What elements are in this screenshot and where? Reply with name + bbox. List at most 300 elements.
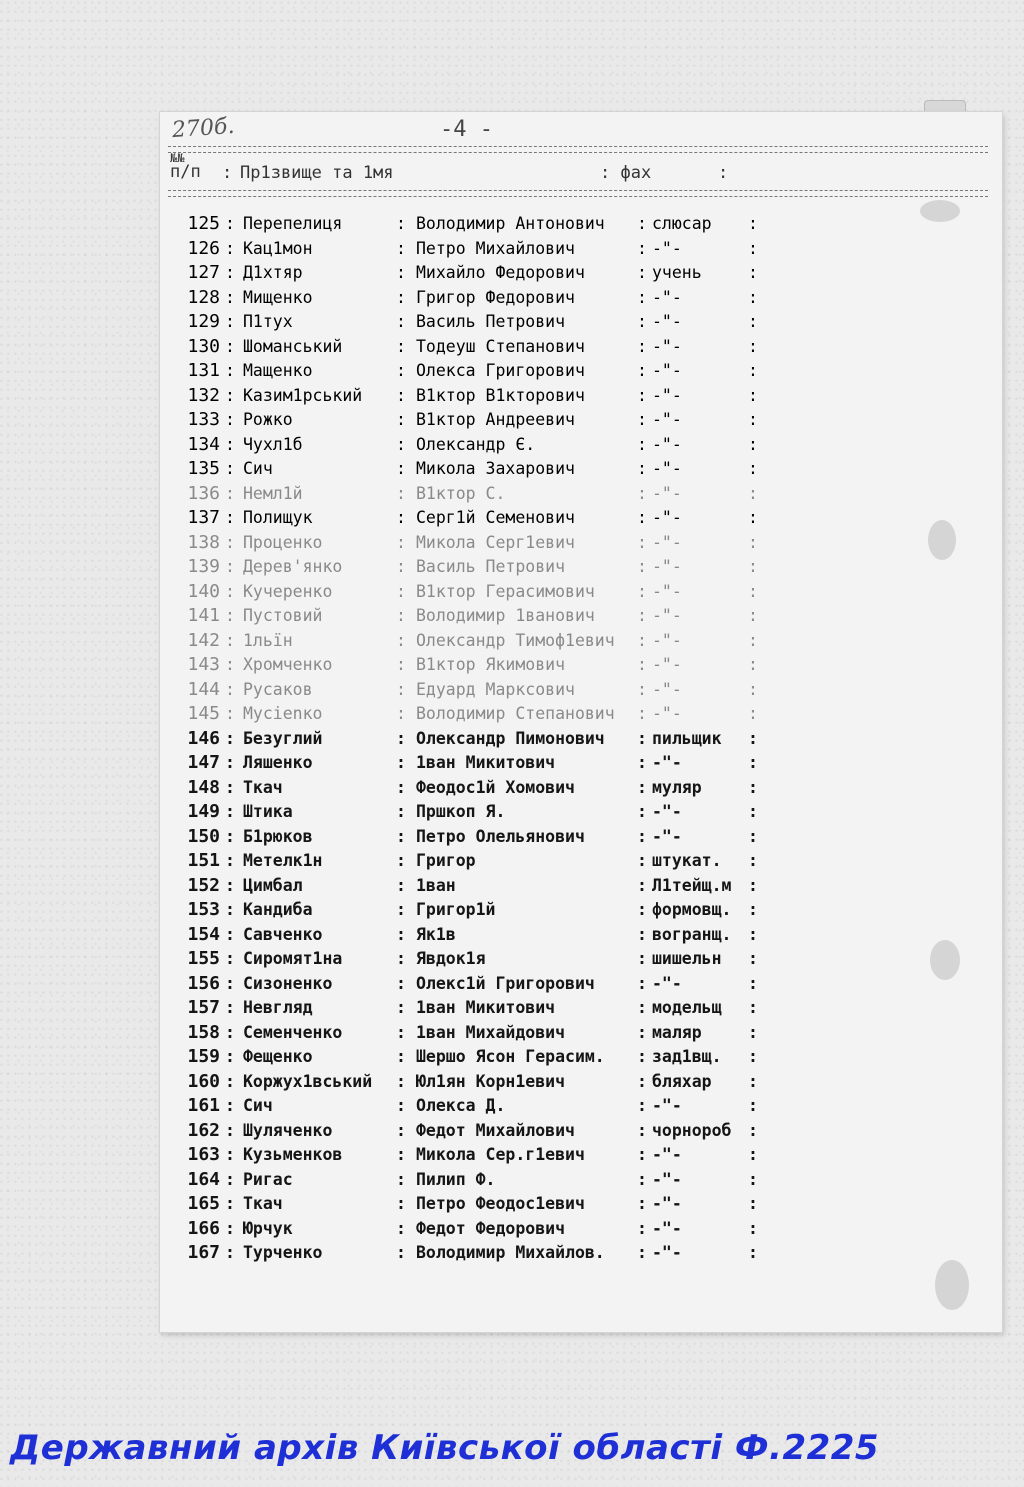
separator: : — [225, 581, 235, 601]
given-name: 1ван — [416, 875, 456, 895]
row-number: 143 — [187, 654, 220, 675]
surname: Сич — [243, 459, 273, 478]
row-number: 139 — [187, 556, 220, 577]
separator: : — [396, 1071, 406, 1091]
separator: : — [396, 655, 406, 674]
header-end-sep: : — [718, 163, 729, 183]
separator: : — [225, 1243, 235, 1262]
given-name: Тодеуш Степанович — [416, 336, 585, 356]
list-item — [168, 261, 768, 286]
separator: : — [225, 1145, 235, 1164]
surname: Штика — [243, 802, 293, 821]
surname: П1тух — [243, 312, 293, 331]
row-number: 160 — [187, 1070, 220, 1092]
separator: : — [748, 900, 758, 919]
trade: -"- — [652, 630, 682, 650]
separator: : — [225, 826, 235, 846]
archive-caption: Державний архів Київської області Ф.2225 — [10, 1428, 880, 1468]
separator: : — [396, 1047, 406, 1066]
trade: -"- — [652, 581, 682, 601]
list-item — [168, 629, 768, 654]
separator: : — [748, 949, 758, 968]
separator: : — [396, 826, 406, 846]
separator: : — [225, 1169, 235, 1189]
separator: : — [396, 214, 406, 233]
surname: Фещенко — [243, 1047, 313, 1066]
list-item — [168, 1021, 768, 1046]
separator: : — [748, 214, 758, 233]
row-number: 125 — [187, 213, 220, 234]
given-name: Федот Михайлович — [416, 1120, 575, 1140]
row-number: 159 — [187, 1046, 220, 1067]
row-number: 136 — [187, 482, 220, 504]
separator: : — [225, 557, 235, 576]
separator: : — [396, 508, 406, 527]
row-number: 130 — [187, 335, 220, 357]
surname: Д1хтяр — [243, 263, 303, 282]
given-name: Пршкоп Я. — [416, 802, 506, 821]
separator: : — [225, 704, 235, 723]
separator: : — [225, 973, 235, 993]
list-item — [168, 874, 768, 899]
given-name: Юл1ян Корн1евич — [416, 1071, 566, 1091]
separator: : — [748, 1218, 758, 1238]
separator: : — [748, 238, 758, 258]
separator: : — [396, 924, 406, 944]
surname: Ткач — [243, 777, 283, 797]
personnel-list — [168, 212, 768, 1266]
separator: : — [637, 875, 647, 895]
row-number: 128 — [187, 286, 220, 308]
trade: слюсар — [652, 214, 712, 233]
separator: : — [396, 532, 406, 552]
row-number: 144 — [187, 678, 220, 700]
given-name: Василь Петрович — [416, 557, 566, 576]
separator: : — [748, 973, 758, 993]
surname: Сизоненко — [243, 973, 333, 993]
separator: : — [748, 581, 758, 601]
separator: : — [637, 532, 647, 552]
surname: Рожко — [243, 410, 293, 429]
header-number-col: №№ п/п — [170, 151, 201, 182]
row-number: 131 — [187, 360, 220, 381]
row-number: 127 — [187, 262, 220, 283]
separator: : — [225, 900, 235, 919]
given-name: В1ктор Андреевич — [416, 410, 575, 429]
list-item — [168, 1094, 768, 1119]
separator: : — [225, 655, 235, 674]
list-item — [168, 580, 768, 605]
surname: Дерев'янко — [243, 557, 343, 576]
list-item — [168, 776, 768, 801]
surname: Мащенко — [243, 361, 313, 380]
list-item — [168, 1168, 768, 1193]
surname: Чухл1б — [243, 434, 303, 454]
separator: : — [748, 1169, 758, 1189]
separator: : — [225, 1047, 235, 1066]
separator: : — [225, 1022, 235, 1042]
trade: -"- — [652, 508, 682, 527]
separator: : — [225, 1194, 235, 1213]
given-name: Михайло Федорович — [416, 263, 585, 282]
separator: : — [396, 410, 406, 429]
separator: : — [748, 434, 758, 454]
separator: : — [396, 238, 406, 258]
trade: формовщ. — [652, 900, 732, 919]
trade: -"- — [652, 826, 682, 846]
given-name: Василь Петрович — [416, 312, 566, 331]
surname: Б1рюков — [243, 826, 313, 846]
separator: : — [637, 753, 647, 772]
row-number: 164 — [187, 1168, 220, 1190]
separator: : — [225, 875, 235, 895]
separator: : — [637, 630, 647, 650]
separator: : — [225, 1096, 235, 1115]
trade: муляр — [652, 777, 702, 797]
separator: : — [748, 1071, 758, 1091]
row-number: 157 — [187, 997, 220, 1018]
separator: : — [637, 1022, 647, 1042]
separator: : — [748, 557, 758, 576]
trade: пильщик — [652, 728, 722, 748]
separator: : — [396, 630, 406, 650]
trade: -"- — [652, 704, 682, 723]
trade: -"- — [652, 973, 682, 993]
trade: -"- — [652, 238, 682, 258]
row-number: 142 — [187, 629, 220, 651]
separator: : — [637, 949, 647, 968]
list-item — [168, 653, 768, 678]
given-name: Володимир Антонович — [416, 214, 605, 233]
given-name: Явдок1я — [416, 949, 486, 968]
given-name: Володимир 1ванович — [416, 606, 595, 625]
separator: : — [748, 263, 758, 282]
separator: : — [396, 1194, 406, 1213]
separator: : — [225, 777, 235, 797]
given-name: В1ктор Герасимович — [416, 581, 595, 601]
separator: : — [396, 704, 406, 723]
list-item — [168, 359, 768, 384]
separator: : — [225, 949, 235, 968]
surname: Семенченко — [243, 1022, 343, 1042]
separator: : — [225, 630, 235, 650]
trade: -"- — [652, 1169, 682, 1189]
separator: : — [748, 1194, 758, 1213]
separator: : — [225, 214, 235, 233]
separator: : — [396, 851, 406, 870]
surname: Казим1рський — [243, 385, 363, 405]
row-number: 152 — [187, 874, 220, 896]
separator: : — [637, 924, 647, 944]
list-item — [168, 506, 768, 531]
separator: : — [396, 1169, 406, 1189]
trade: -"- — [652, 557, 682, 576]
stain — [928, 520, 956, 560]
separator: : — [225, 263, 235, 282]
separator: : — [748, 679, 758, 699]
surname: 1льїн — [243, 630, 293, 650]
separator: : — [225, 924, 235, 944]
separator: : — [396, 777, 406, 797]
separator: : — [225, 312, 235, 331]
trade: модельщ — [652, 998, 722, 1017]
trade: чорнороб — [652, 1120, 732, 1140]
separator: : — [637, 336, 647, 356]
header-trade-col: : фах — [600, 163, 652, 183]
row-number: 132 — [187, 384, 220, 406]
row-number: 162 — [187, 1119, 220, 1141]
separator: : — [748, 826, 758, 846]
separator: : — [637, 1218, 647, 1238]
separator: : — [637, 1047, 647, 1066]
given-name: Володимир Михайлов. — [416, 1243, 605, 1262]
separator: : — [748, 851, 758, 870]
given-name: Володимир Степанович — [416, 704, 615, 723]
separator: : — [396, 287, 406, 307]
given-name: Микола Серг1евич — [416, 532, 575, 552]
list-item — [168, 972, 768, 997]
given-name: Микола Захарович — [416, 459, 575, 478]
trade: -"- — [652, 1194, 682, 1213]
row-number: 158 — [187, 1021, 220, 1043]
row-number: 138 — [187, 531, 220, 553]
separator: : — [396, 679, 406, 699]
surname: Немл1й — [243, 483, 303, 503]
list-item — [168, 825, 768, 850]
list-item — [168, 1217, 768, 1242]
surname: Безуглий — [243, 728, 323, 748]
separator: : — [748, 802, 758, 821]
separator: : — [225, 728, 235, 748]
separator: : — [396, 973, 406, 993]
separator: : — [748, 1120, 758, 1140]
trade: -"- — [652, 1096, 682, 1115]
row-number: 149 — [187, 801, 220, 822]
stain — [930, 940, 960, 980]
list-item — [168, 433, 768, 458]
trade: -"- — [652, 361, 682, 380]
surname: Полищук — [243, 508, 313, 527]
given-name: Шершо Ясон Герасим. — [416, 1047, 605, 1066]
given-name: Микола Сер.г1евич — [416, 1145, 585, 1164]
separator: : — [748, 753, 758, 772]
surname: Ляшенко — [243, 753, 313, 772]
row-number: 166 — [187, 1217, 220, 1239]
separator: : — [225, 1120, 235, 1140]
separator: : — [225, 238, 235, 258]
row-number: 145 — [187, 703, 220, 724]
separator: : — [748, 508, 758, 527]
separator: : — [637, 704, 647, 723]
surname: Юрчук — [243, 1218, 293, 1238]
trade: -"- — [652, 410, 682, 429]
trade: -"- — [652, 532, 682, 552]
separator: : — [637, 459, 647, 478]
surname: Перепелиця — [243, 214, 343, 233]
header-rule-bottom — [168, 190, 988, 197]
row-number: 154 — [187, 923, 220, 945]
separator: : — [748, 728, 758, 748]
stain — [920, 200, 960, 222]
separator: : — [396, 361, 406, 380]
separator: : — [637, 1169, 647, 1189]
list-item — [168, 800, 768, 825]
surname: Кандиба — [243, 900, 313, 919]
list-item — [168, 996, 768, 1021]
separator: : — [748, 1243, 758, 1262]
given-name: Як1в — [416, 924, 456, 944]
row-number: 140 — [187, 580, 220, 602]
list-item — [168, 237, 768, 262]
trade: -"- — [652, 1218, 682, 1238]
list-item — [168, 898, 768, 923]
separator: : — [225, 606, 235, 625]
row-number: 156 — [187, 972, 220, 994]
header-rule-top — [168, 146, 988, 153]
separator: : — [637, 557, 647, 576]
list-item — [168, 1241, 768, 1266]
surname: Проценко — [243, 532, 323, 552]
row-number: 147 — [187, 752, 220, 773]
separator: : — [225, 508, 235, 527]
separator: : — [396, 1243, 406, 1262]
separator: : — [637, 802, 647, 821]
trade: штукат. — [652, 851, 722, 870]
separator: : — [748, 1096, 758, 1115]
separator: : — [637, 1096, 647, 1115]
separator: : — [396, 1022, 406, 1042]
row-number: 137 — [187, 507, 220, 528]
separator: : — [637, 385, 647, 405]
separator: : — [225, 802, 235, 821]
separator: : — [225, 753, 235, 772]
surname: Турченко — [243, 1243, 323, 1262]
surname: Шуляченко — [243, 1120, 333, 1140]
separator: : — [396, 753, 406, 772]
separator: : — [748, 777, 758, 797]
list-item — [168, 751, 768, 776]
surname: Мищенко — [243, 287, 313, 307]
trade: -"- — [652, 287, 682, 307]
separator: : — [396, 1120, 406, 1140]
trade: -"- — [652, 1243, 682, 1262]
separator: : — [396, 483, 406, 503]
list-item — [168, 947, 768, 972]
separator: : — [637, 1120, 647, 1140]
trade: -"- — [652, 679, 682, 699]
surname: Кац1мон — [243, 238, 313, 258]
trade: вогранщ. — [652, 924, 732, 944]
trade: учень — [652, 263, 702, 282]
separator: : — [396, 459, 406, 478]
separator: : — [225, 459, 235, 478]
separator: : — [748, 459, 758, 478]
separator: : — [637, 728, 647, 748]
separator: : — [637, 483, 647, 503]
separator: : — [748, 1145, 758, 1164]
header-sep: : — [222, 163, 233, 183]
given-name: В1ктор С. — [416, 483, 506, 503]
separator: : — [748, 704, 758, 723]
separator: : — [637, 312, 647, 331]
separator: : — [225, 336, 235, 356]
row-number: 141 — [187, 605, 220, 626]
row-number: 167 — [187, 1242, 220, 1263]
surname: Шоманський — [243, 336, 343, 356]
trade: -"- — [652, 336, 682, 356]
given-name: Григор — [416, 851, 476, 870]
list-item — [168, 1143, 768, 1168]
separator: : — [748, 606, 758, 625]
separator: : — [748, 875, 758, 895]
separator: : — [748, 287, 758, 307]
row-number: 165 — [187, 1193, 220, 1214]
trade: -"- — [652, 312, 682, 331]
separator: : — [637, 1071, 647, 1091]
separator: : — [748, 998, 758, 1017]
header-name-col: Пр1звище та 1мя — [240, 163, 394, 183]
given-name: Петро Олельянович — [416, 826, 585, 846]
given-name: Григор Федорович — [416, 287, 575, 307]
surname: Метелк1н — [243, 851, 323, 870]
separator: : — [225, 361, 235, 380]
given-name: Олександр Пимонович — [416, 728, 605, 748]
row-number: 161 — [187, 1095, 220, 1116]
given-name: Пилип Ф. — [416, 1169, 496, 1189]
given-name: Едуард Марксович — [416, 679, 575, 699]
trade: Л1тейщ.м — [652, 875, 732, 895]
surname: Цимбал — [243, 875, 303, 895]
separator: : — [396, 606, 406, 625]
given-name: В1ктор Якимович — [416, 655, 566, 674]
given-name: 1ван Микитович — [416, 998, 556, 1017]
separator: : — [637, 581, 647, 601]
list-item — [168, 457, 768, 482]
separator: : — [225, 532, 235, 552]
list-item — [168, 555, 768, 580]
separator: : — [748, 1047, 758, 1066]
given-name: Олекс1й Григорович — [416, 973, 595, 993]
separator: : — [396, 875, 406, 895]
separator: : — [225, 1071, 235, 1091]
row-number: 153 — [187, 899, 220, 920]
row-number: 126 — [187, 237, 220, 259]
row-number: 129 — [187, 311, 220, 332]
trade: -"- — [652, 1145, 682, 1164]
separator: : — [748, 655, 758, 674]
list-item — [168, 1070, 768, 1095]
list-item — [168, 1192, 768, 1217]
list-item — [168, 531, 768, 556]
stain — [935, 1260, 969, 1310]
trade: -"- — [652, 434, 682, 454]
separator: : — [637, 410, 647, 429]
separator: : — [225, 679, 235, 699]
separator: : — [225, 434, 235, 454]
separator: : — [225, 287, 235, 307]
separator: : — [748, 630, 758, 650]
trade: зад1вщ. — [652, 1047, 722, 1066]
separator: : — [637, 508, 647, 527]
separator: : — [225, 1218, 235, 1238]
surname: Ткач — [243, 1194, 283, 1213]
separator: : — [396, 1096, 406, 1115]
given-name: Петро Михайлович — [416, 238, 575, 258]
separator: : — [396, 728, 406, 748]
trade: -"- — [652, 802, 682, 821]
surname: Кучеренко — [243, 581, 333, 601]
separator: : — [637, 998, 647, 1017]
